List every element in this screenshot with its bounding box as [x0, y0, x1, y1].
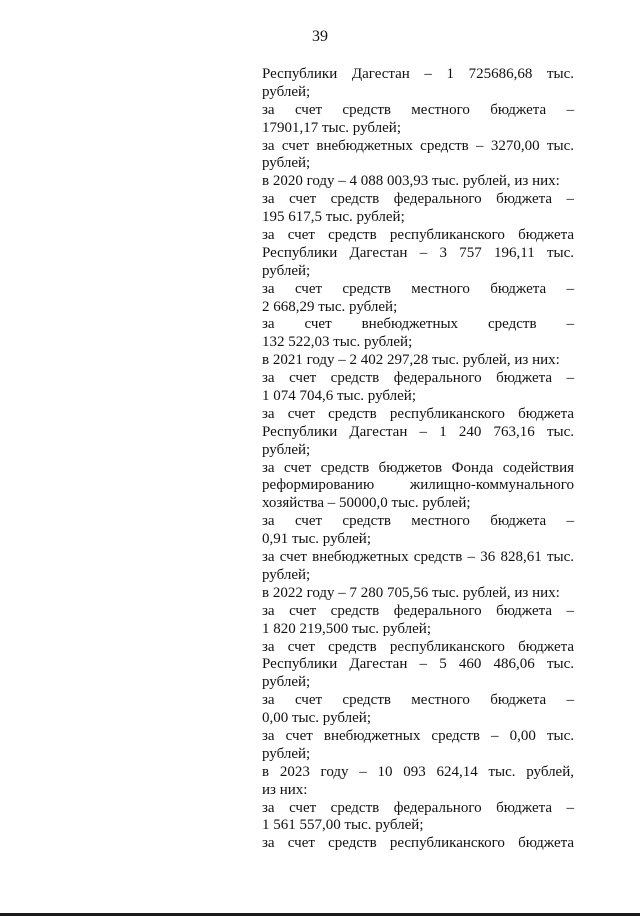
text-line: 0,91 тыс. рублей; [262, 531, 371, 548]
text-line: за счет средств республиканского бюджета [262, 638, 574, 655]
text-line: за счет средств местного бюджета – [262, 692, 574, 709]
page-number: 39 [312, 28, 328, 45]
document-body [262, 66, 574, 853]
text-line: за счет средств федерального бюджета – [262, 602, 574, 619]
text-line: реформированию жилищно-коммунального [262, 477, 574, 494]
text-line: Республики Дагестан – 1 725686,68 тыс. [262, 66, 574, 82]
text-line: Республики Дагестан – 5 460 486,06 тыс. [262, 656, 574, 673]
text-line: 2 668,29 тыс. рублей; [262, 298, 398, 315]
text-line: за счет средств республиканского бюджета [262, 405, 574, 422]
text-line: за счет внебюджетных средств – 3270,00 тыс. [262, 137, 574, 154]
text-line: за счет средств республиканского бюджета [262, 835, 574, 852]
text-line: 1 074 704,6 тыс. рублей; [262, 388, 416, 405]
text-line: 17901,17 тыс. рублей; [262, 119, 401, 136]
text-line: за счет средств федерального бюджета – [262, 191, 574, 208]
text-line: за счет внебюджетных средств – 36 828,61 тыс. [262, 549, 574, 566]
text-line: Республики Дагестан – 1 240 763,16 тыс. [262, 423, 574, 440]
text-line: рублей; [262, 745, 311, 762]
text-line: 1 820 219,500 тыс. рублей; [262, 620, 431, 637]
text-line: за счет средств местного бюджета – [262, 513, 574, 530]
text-line: 195 617,5 тыс. рублей; [262, 209, 405, 226]
text-line: за счет внебюджетных средств – [262, 316, 574, 333]
text-line: Республики Дагестан – 3 757 196,11 тыс. [262, 244, 574, 261]
text-line: рублей; [262, 566, 311, 583]
text-line: рублей; [262, 262, 311, 279]
text-line: 132 522,03 тыс. рублей; [262, 334, 413, 351]
text-line: 0,00 тыс. рублей; [262, 710, 371, 727]
text-line: хозяйства – 50000,0 тыс. рублей; [262, 495, 471, 512]
text-line: рублей; [262, 674, 311, 691]
text-line: в 2021 году – 2 402 297,28 тыс. рублей, из них: [262, 352, 560, 369]
text-line: за счет средств местного бюджета – [262, 101, 574, 118]
text-line: рублей; [262, 155, 311, 172]
text-line: рублей; [262, 441, 311, 458]
text-line: за счет средств федерального бюджета – [262, 799, 574, 816]
text-line: 1 561 557,00 тыс. рублей; [262, 817, 424, 834]
text-line: в 2023 году – 10 093 624,14 тыс. рублей, [262, 763, 574, 780]
text-line: за счет внебюджетных средств – 0,00 тыс. [262, 727, 574, 744]
text-line: в 2020 году – 4 088 003,93 тыс. рублей, из них: [262, 173, 560, 190]
text-line: за счет средств местного бюджета – [262, 280, 574, 297]
text-line: за счет средств республиканского бюджета [262, 227, 574, 244]
text-line: за счет средств федерального бюджета – [262, 370, 574, 387]
text-line: за счет средств бюджетов Фонда содействия [262, 459, 574, 476]
text-line: в 2022 году – 7 280 705,56 тыс. рублей, из них: [262, 584, 560, 601]
text-line: рублей; [262, 83, 311, 100]
text-line: из них: [262, 781, 308, 798]
